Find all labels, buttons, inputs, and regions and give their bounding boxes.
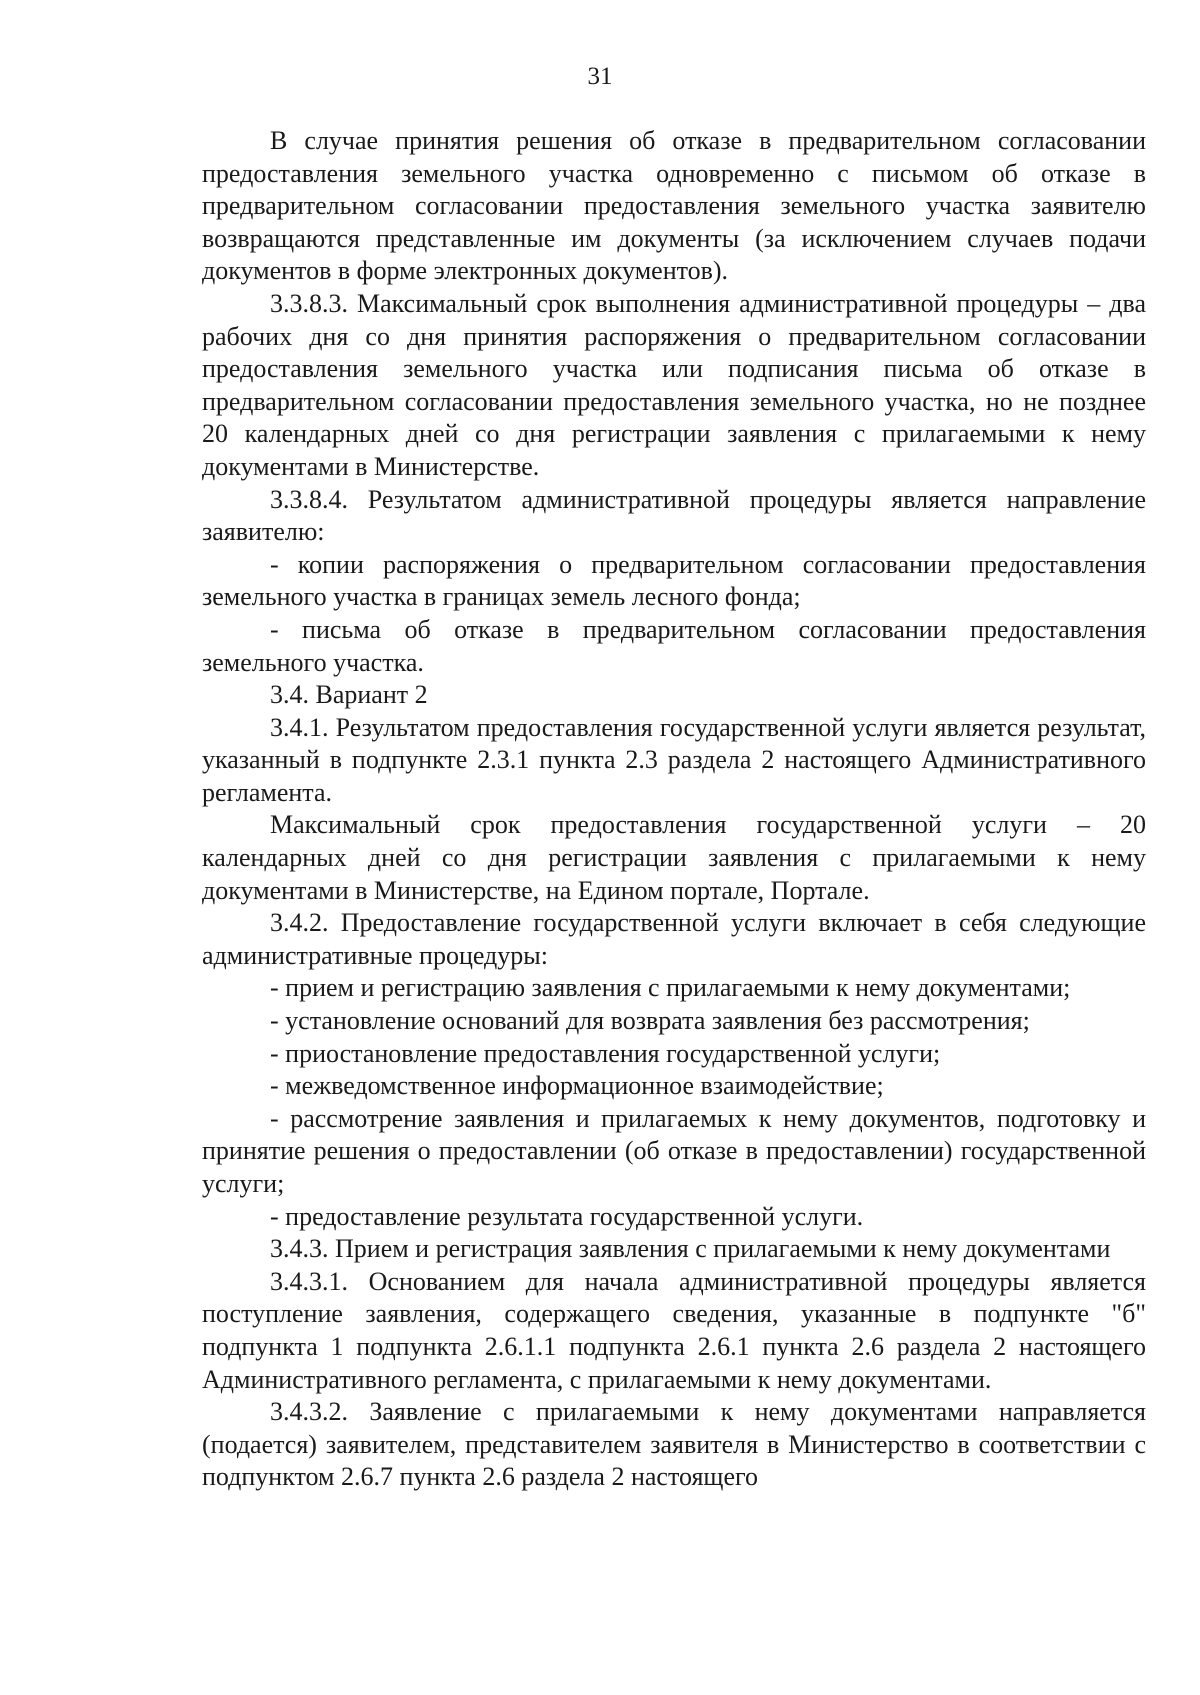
list-item-review-decision: - рассмотрение заявления и прилагаемых к нему документов, подготовку и принятие решения о предоставлении (об отказе в предоставлении) государственной услуги; <box>202 1103 1146 1198</box>
paragraph-3-4-2: 3.4.2. Предоставление государственной услуги включает в себя следующие административные процедуры: <box>202 908 1146 970</box>
list-item-suspension: - приостановление предоставления государственной услуги; <box>270 1038 941 1068</box>
list-item-reception-registration: - прием и регистрацию заявления с прилагаемыми к нему документами; <box>270 973 1071 1003</box>
paragraph-3-4-3-1: 3.4.3.1. Основанием для начала административной процедуры является поступление заявления, содержащего сведения, указанные в подпункте "б" подпункта 1 подпункта 2.6.1.1 подпункта 2.6.1 пункта 2.6 раздела 2 настоящего Административного регламента, с прилагаемыми к нему документами. <box>202 1266 1146 1394</box>
list-item-result-delivery: - предоставление результата государственной услуги. <box>270 1201 864 1231</box>
list-item-interagency: - межведомственное информационное взаимодействие; <box>270 1071 884 1101</box>
paragraph-3-4-1: 3.4.1. Результатом предоставления государственной услуги является результат, указанный в подпункте 2.3.1 пункта 2.3 раздела 2 настоящего Административного регламента. <box>202 712 1146 807</box>
paragraph-3-4-3: 3.4.3. Прием и регистрация заявления с прилагаемыми к нему документами <box>270 1234 1111 1264</box>
list-item-refusal-letter: - письма об отказе в предварительном согласовании предоставления земельного участка. <box>202 614 1146 677</box>
paragraph-refusal-documents-return: В случае принятия решения об отказе в предварительном согласовании предоставления земельного участка одновременно с письмом об отказе в предварительном согласовании предоставления земельного участка заявителю возвращаются представленные им документы (за исключением случаев подачи документов в форме электронных документов). <box>202 126 1146 286</box>
paragraph-3-3-8-4: 3.3.8.4. Результатом административной процедуры является направление заявителю: <box>202 484 1146 547</box>
paragraph-max-term: Максимальный срок предоставления государственной услуги – 20 календарных дней со дня регистрации заявления с прилагаемыми к нему документами в Министерстве, на Едином портале, Портале. <box>202 810 1146 905</box>
paragraph-3-4-3-2: 3.4.3.2. Заявление с прилагаемыми к нему документами направляется (подается) заявителем, представителем заявителя в Министерство в соответствии с подпунктом 2.6.7 пункта 2.6 раздела 2 настоящего <box>202 1397 1146 1492</box>
list-item-order-copy: - копии распоряжения о предварительном согласовании предоставления земельного участка в границах земель лесного фонда; <box>202 549 1146 612</box>
section-heading-3-4: 3.4. Вариант 2 <box>270 680 428 710</box>
list-item-return-grounds: - установление оснований для возврата заявления без рассмотрения; <box>270 1006 1030 1036</box>
page-number: 31 <box>587 63 613 90</box>
document-body <box>202 125 1146 1494</box>
paragraph-3-3-8-3: 3.3.8.3. Максимальный срок выполнения административной процедуры – два рабочих дня со дня принятия распоряжения о предварительном согласовании предоставления земельного участка или подписания письма об отказе в предварительном согласовании предоставления земельного участка, но не позднее 20 календарных дней со дня регистрации заявления с прилагаемыми к нему документами в Министерстве. <box>202 288 1146 481</box>
